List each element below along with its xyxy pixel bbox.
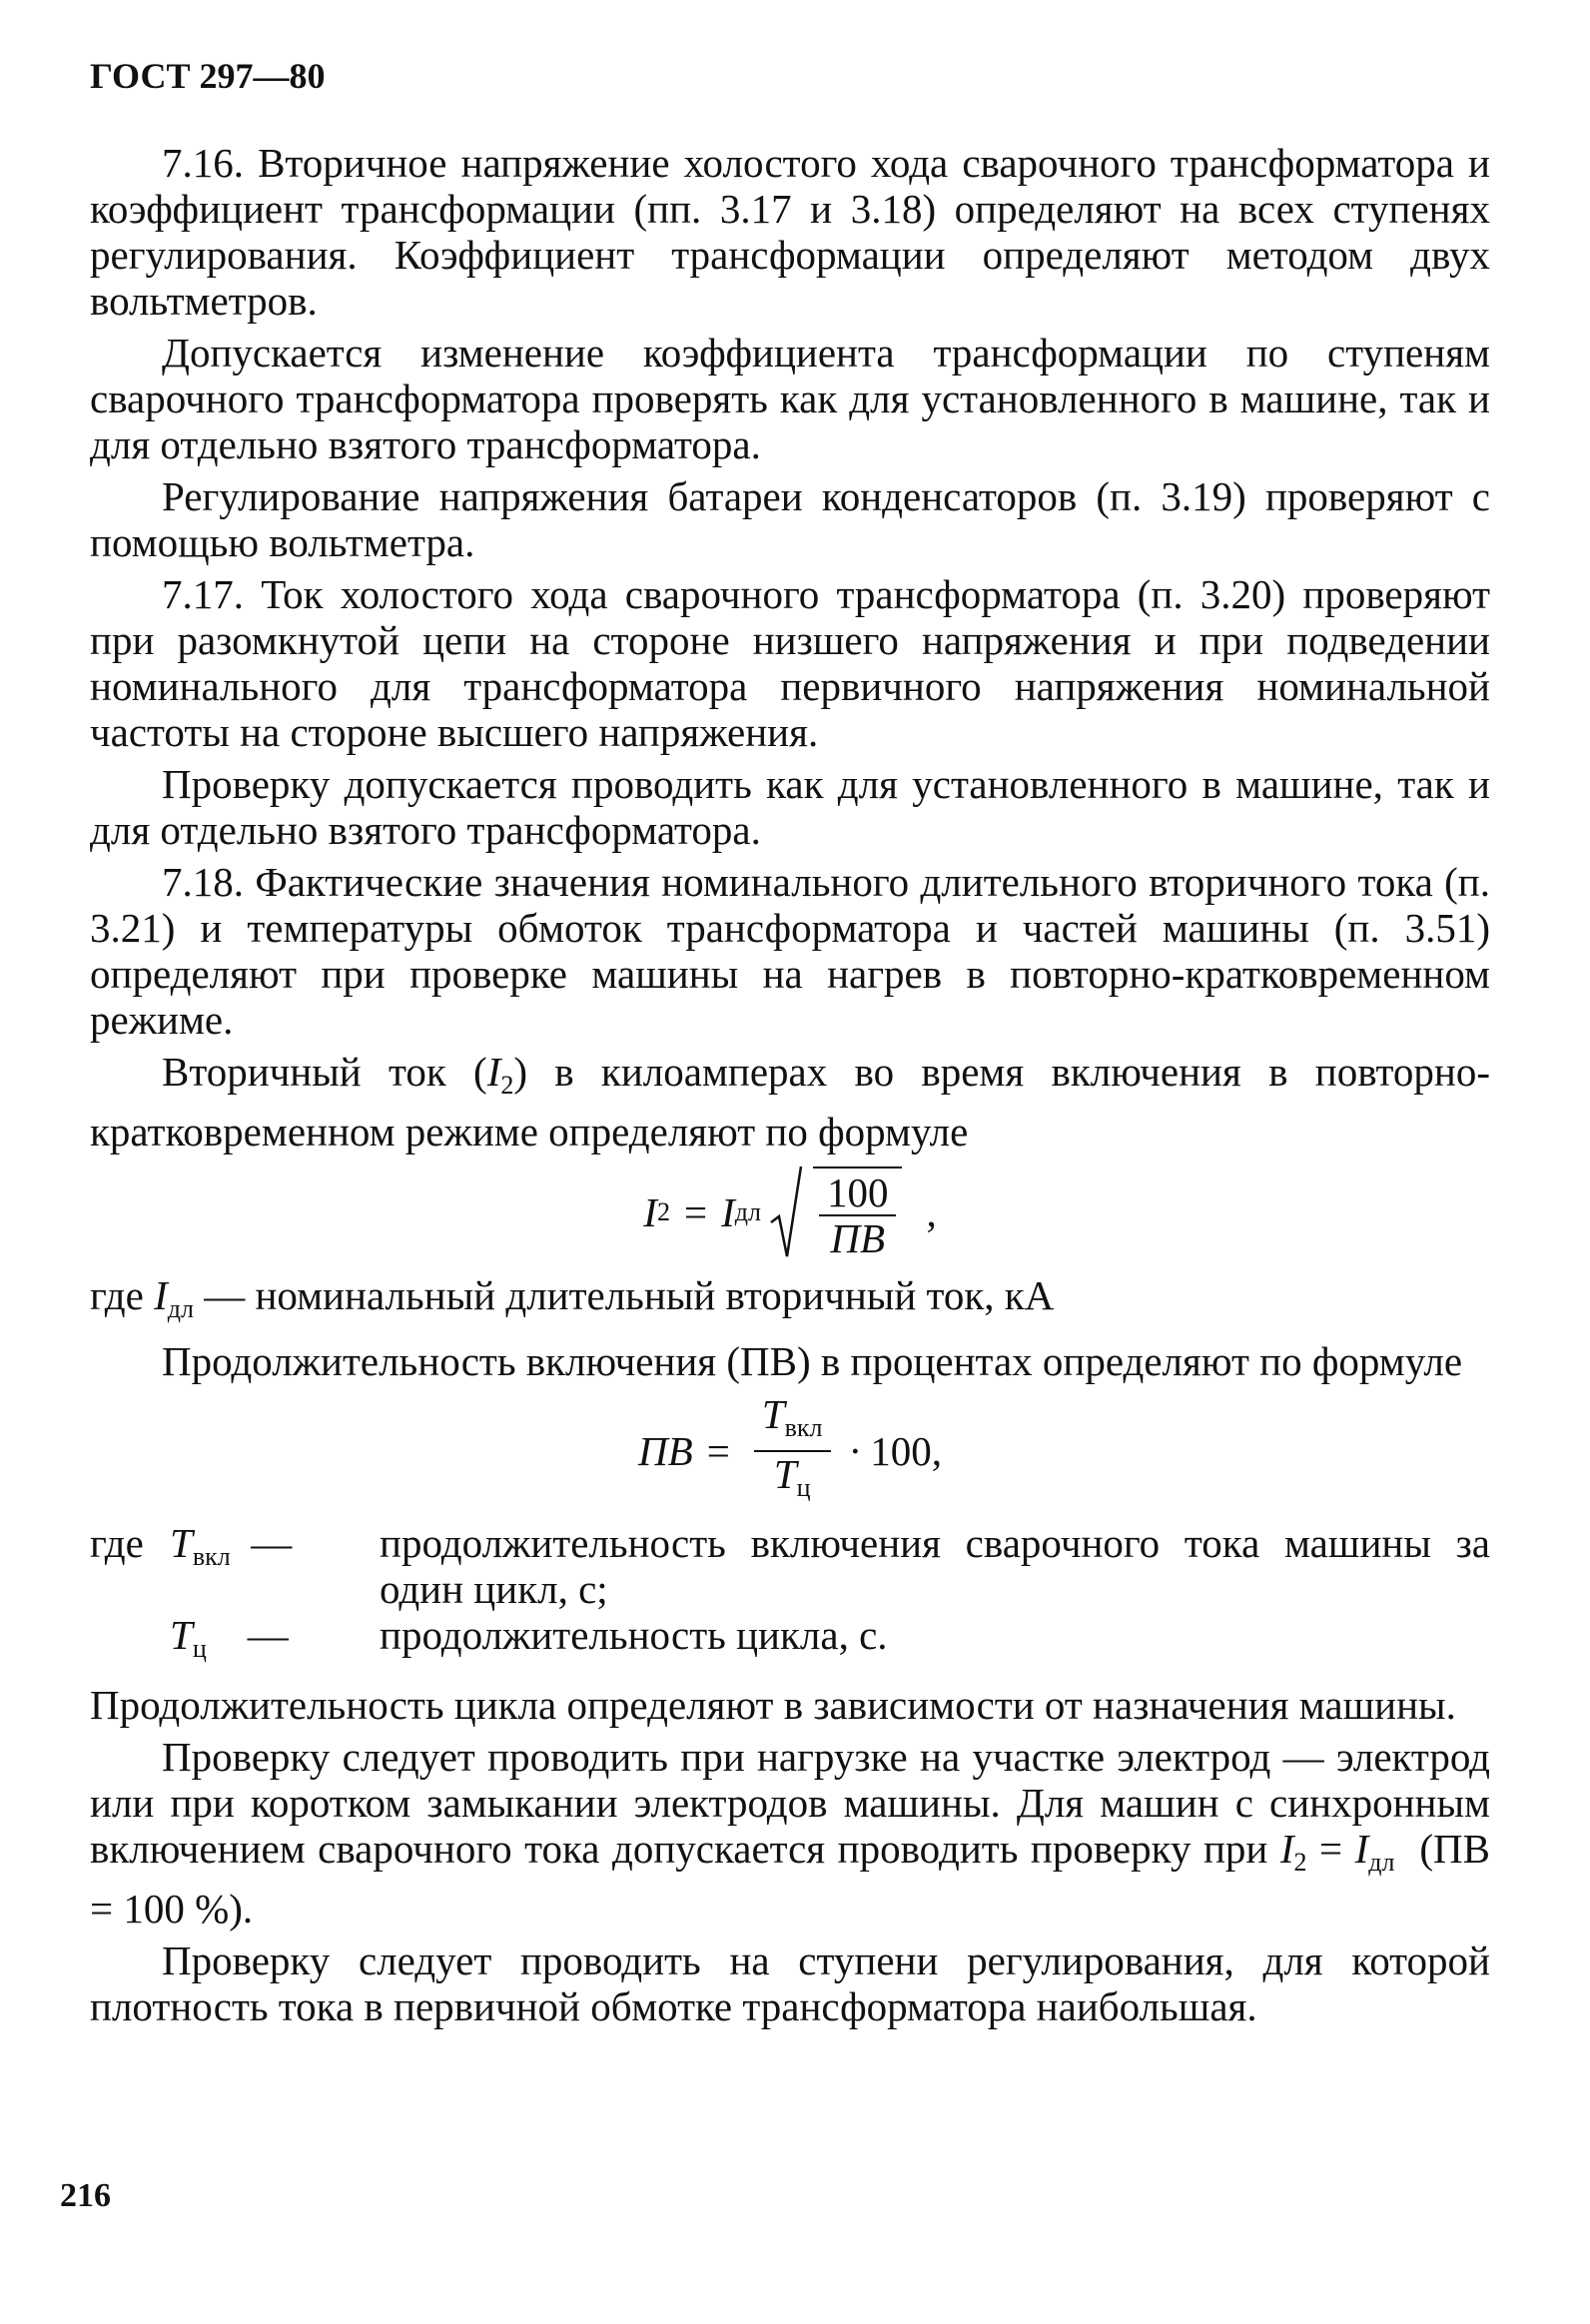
- definition-text: продолжительность включения сварочного тока машины за один цикл, с;: [380, 1520, 1490, 1612]
- formula1-numerator: 100: [819, 1172, 897, 1216]
- symbol-i2: I: [1279, 1826, 1294, 1872]
- definition-dash: —: [247, 1612, 289, 1658]
- paragraph-capacitor-voltage: Регулирование напряжения батареи конденсаторов (п. 3.19) проверяют с помощью вольтметра.: [90, 473, 1490, 565]
- formula2-fraction: [754, 1391, 831, 1508]
- radical-sign-icon: [769, 1164, 803, 1260]
- paragraph-transform-ratio: Допускается изменение коэффициента трансформации по ступеням сварочного трансформатора проверять как для установленного в машине, так и для отдельно взятого трансформатора.: [90, 330, 1490, 467]
- formula2-denominator: [774, 1452, 811, 1508]
- symbol-i: I: [486, 1049, 501, 1095]
- square-root: [769, 1164, 913, 1260]
- formula2-equals: =: [706, 1428, 730, 1474]
- definition-lead: [90, 1612, 170, 1672]
- load-check-text-a: Проверку следует проводить при нагрузке на участке электрод — электрод или при коротком замыкании электродов машины. Для машин с синхронным включением сварочного тока допускается проводить проверку при: [90, 1734, 1490, 1872]
- symbol-sub-dl: дл: [167, 1294, 194, 1323]
- formula1-equals: =: [683, 1189, 708, 1235]
- symbol-sub-2: 2: [500, 1071, 514, 1100]
- paragraph-load-check: [90, 1734, 1490, 1932]
- formula2-factor: 100,: [870, 1428, 942, 1474]
- formula1-denominator: ПВ: [830, 1215, 886, 1261]
- symbol-idl-sub: дл: [1368, 1848, 1395, 1877]
- page-number: 216: [60, 2177, 111, 2214]
- formula1-fraction: [813, 1166, 903, 1261]
- definition-symbol-sub: ц: [192, 1634, 207, 1663]
- definition-dash: —: [251, 1520, 293, 1566]
- formula2-num-sub: вкл: [784, 1413, 823, 1442]
- secondary-current-text-a: Вторичный ток (: [162, 1049, 487, 1095]
- formula-duty-cycle: [90, 1391, 1490, 1508]
- load-check-text-b: (ПВ = 100 %).: [90, 1826, 1491, 1932]
- paragraph-duty-cycle: Продолжительность включения (ПВ) в процентах определяют по формуле: [162, 1338, 1463, 1384]
- symbol-equals: =: [1318, 1826, 1343, 1872]
- formula2-lhs: ПВ: [638, 1428, 693, 1474]
- formula1-trailing: ,: [926, 1189, 937, 1235]
- definitions-list: [90, 1520, 1490, 1672]
- paragraph-7-17: 7.17. Ток холостого хода сварочного трансформатора (п. 3.20) проверяют при разомкнутой цепи на стороне низшего напряжения и при подведении номинального для трансформатора первичного напряжения номинальной частоты на стороне высшего напряжения.: [90, 571, 1490, 755]
- definition-symbol-t-ts: [170, 1612, 380, 1672]
- formula2-den-symbol: T: [773, 1451, 797, 1497]
- symbol-idl: I: [1354, 1826, 1369, 1872]
- definition-lead: где: [90, 1520, 144, 1566]
- formula2-numerator: [754, 1391, 831, 1452]
- definition-symbol: T: [170, 1520, 193, 1566]
- paragraph-7-16: 7.16. Вторичное напряжение холостого хода сварочного трансформатора и коэффициент трансформации (пп. 3.17 и 3.18) определяют на всех ступенях регулирования. Коэффициент трансформации определяют методом двух вольтметров.: [90, 140, 1490, 324]
- formula1-lhs-sub: 2: [656, 1197, 670, 1226]
- symbol-i-dl: I: [154, 1272, 168, 1318]
- body-text: [90, 140, 1490, 2029]
- secondary-current-text-b: ) в килоамперах во время включения в повторно-кратковременном режиме определяют по формуле: [90, 1049, 1490, 1155]
- paragraph-7-18: 7.18. Фактические значения номинального длительного вторичного тока (п. 3.21) и температуры обмоток трансформатора и частей машины (п. 3.51) определяют при проверке машины на нагрев в повторно-кратковременном режиме.: [90, 859, 1490, 1043]
- running-head: ГОСТ 297—80: [90, 56, 326, 96]
- paragraph-secondary-current: [90, 1049, 1490, 1155]
- definition-text: продолжительность цикла, с.: [380, 1612, 888, 1658]
- symbol-i2-sub: 2: [1293, 1848, 1307, 1877]
- paragraph-regulation-step: Проверку следует проводить на ступени регулирования, для которой плотность тока в первичной обмотке трансформатора наибольшая.: [90, 1937, 1490, 2029]
- formula2-times: ·: [848, 1428, 863, 1474]
- formula2-den-sub: ц: [796, 1473, 811, 1502]
- formula1-rhs: I: [721, 1189, 735, 1235]
- formula-secondary-current: [90, 1164, 1490, 1260]
- definition-symbol-t-vkl: [170, 1520, 380, 1612]
- where-text-a: где: [90, 1272, 155, 1318]
- where-text-b: — номинальный длительный вторичный ток, кА: [193, 1272, 1055, 1318]
- definition-symbol: T: [170, 1612, 193, 1658]
- paragraph-check-allowed: Проверку допускается проводить как для установленного в машине, так и для отдельно взятого трансформатора.: [90, 761, 1490, 853]
- formula1-rhs-sub: дл: [734, 1197, 761, 1226]
- formula1-lhs: I: [643, 1189, 657, 1235]
- paragraph-cycle-duration: Продолжительность цикла определяют в зависимости от назначения машины.: [90, 1682, 1456, 1728]
- paragraph-where-idl: [90, 1272, 1490, 1332]
- formula2-num-symbol: T: [761, 1391, 785, 1437]
- definition-symbol-sub: вкл: [192, 1542, 231, 1571]
